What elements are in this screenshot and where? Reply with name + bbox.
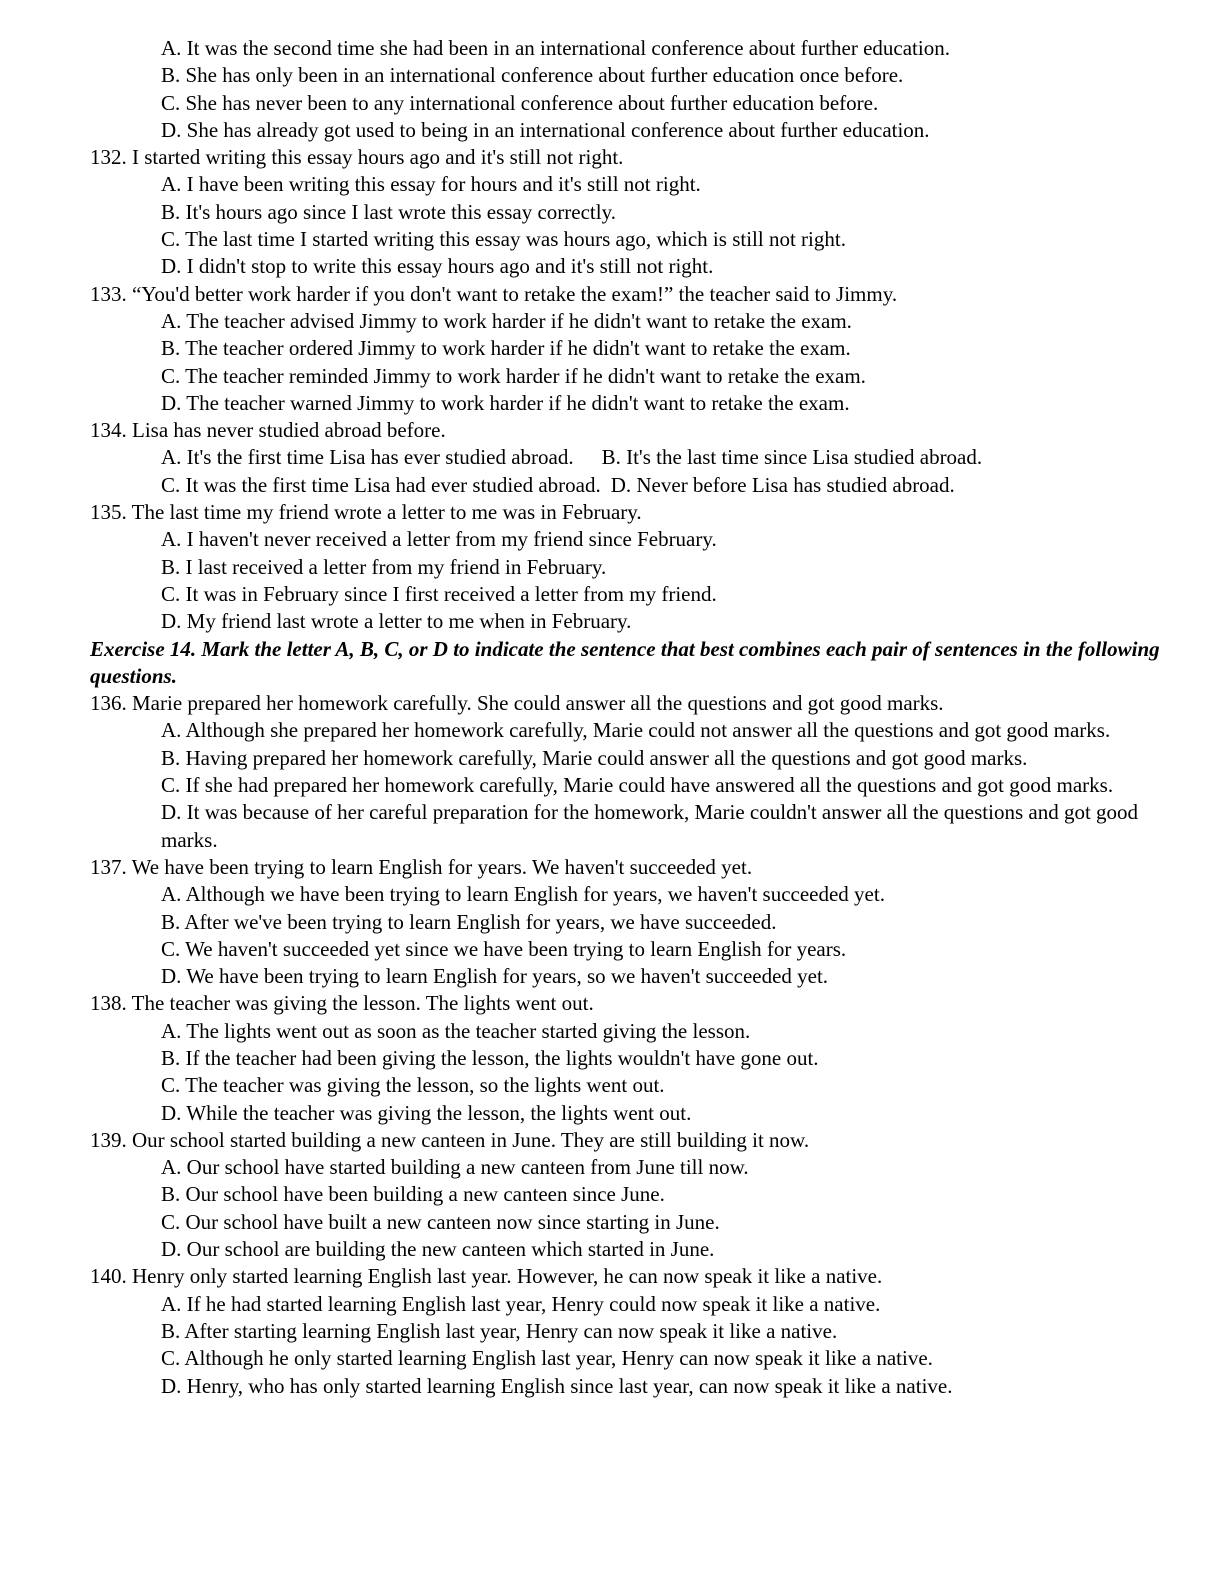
option-135-b: B. I last received a letter from my friend in February. <box>161 554 607 579</box>
question-135-stem: 135. The last time my friend wrote a letter to me was in February. <box>90 500 642 525</box>
option-133-b: B. The teacher ordered Jimmy to work harder if he didn't want to retake the exam. <box>161 336 851 361</box>
option-134-b: B. It's the last time since Lisa studied abroad. <box>601 445 983 470</box>
option-133-d: D. The teacher warned Jimmy to work harder if he didn't want to retake the exam. <box>161 390 850 415</box>
option-139-b: B. Our school have been building a new canteen since June. <box>161 1182 665 1207</box>
option-131-b: B. She has only been in an international conference about further education once before. <box>161 63 904 88</box>
option-139-d: D. Our school are building the new canteen which started in June. <box>161 1237 715 1262</box>
option-133-a: A. The teacher advised Jimmy to work harder if he didn't want to retake the exam. <box>161 308 852 333</box>
option-140-c: C. Although he only started learning English last year, Henry can now speak it like a native. <box>161 1346 933 1371</box>
option-136-a: A. Although she prepared her homework carefully, Marie could not answer all the questions and got good marks. <box>161 718 1111 743</box>
question-139 <box>90 1127 1190 1263</box>
option-134-d: D. Never before Lisa has studied abroad. <box>610 472 955 497</box>
question-133 <box>90 281 1190 417</box>
option-140-a: A. If he had started learning English last year, Henry could now speak it like a native. <box>161 1291 881 1316</box>
option-132-d: D. I didn't stop to write this essay hours ago and it's still not right. <box>161 254 714 279</box>
option-138-d: D. While the teacher was giving the lesson, the lights went out. <box>161 1100 692 1125</box>
option-136-d: D. It was because of her careful preparation for the homework, Marie couldn't answer all the questions and got good marks. <box>161 800 1139 852</box>
question-134 <box>90 417 1190 499</box>
option-131-c: C. She has never been to any international conference about further education before. <box>161 90 879 115</box>
question-133-stem: 133. “You'd better work harder if you don't want to retake the exam!” the teacher said to Jimmy. <box>90 281 898 306</box>
option-131-d: D. She has already got used to being in an international conference about further education. <box>161 117 930 142</box>
option-136-b: B. Having prepared her homework carefully, Marie could answer all the questions and got good marks. <box>161 745 1028 770</box>
question-136 <box>90 690 1190 854</box>
question-134-stem: 134. Lisa has never studied abroad before. <box>90 418 446 443</box>
option-row-134-cd <box>90 472 1190 499</box>
question-132 <box>90 144 1190 280</box>
option-138-c: C. The teacher was giving the lesson, so the lights went out. <box>161 1073 665 1098</box>
option-138-b: B. If the teacher had been giving the lesson, the lights wouldn't have gone out. <box>161 1045 819 1070</box>
option-134-a: A. It's the first time Lisa has ever studied abroad. <box>161 445 574 470</box>
option-132-b: B. It's hours ago since I last wrote this essay correctly. <box>161 199 616 224</box>
option-row-134-ab <box>90 444 1190 471</box>
option-132-c: C. The last time I started writing this essay was hours ago, which is still not right. <box>161 227 846 252</box>
question-138-stem: 138. The teacher was giving the lesson. The lights went out. <box>90 991 594 1016</box>
question-137 <box>90 854 1190 990</box>
option-138-a: A. The lights went out as soon as the teacher started giving the lesson. <box>161 1018 751 1043</box>
option-135-d: D. My friend last wrote a letter to me when in February. <box>161 609 632 634</box>
question-137-stem: 137. We have been trying to learn English for years. We haven't succeeded yet. <box>90 854 753 879</box>
option-133-c: C. The teacher reminded Jimmy to work harder if he didn't want to retake the exam. <box>161 363 866 388</box>
question-132-stem: 132. I started writing this essay hours ago and it's still not right. <box>90 145 624 170</box>
exercise-14-heading: Exercise 14. Mark the letter A, B, C, or D to indicate the sentence that best combines each pair of sentences in the following questions. <box>90 636 1160 688</box>
question-136-stem: 136. Marie prepared her homework carefully. She could answer all the questions and got good marks. <box>90 691 944 716</box>
option-140-d: D. Henry, who has only started learning English since last year, can now speak it like a native. <box>161 1373 953 1398</box>
question-139-stem: 139. Our school started building a new canteen in June. They are still building it now. <box>90 1127 810 1152</box>
document-page <box>90 35 1190 1400</box>
option-137-c: C. We haven't succeeded yet since we have been trying to learn English for years. <box>161 936 847 961</box>
option-137-d: D. We have been trying to learn English for years, so we haven't succeeded yet. <box>161 964 829 989</box>
option-134-c: C. It was the first time Lisa had ever studied abroad. <box>161 472 601 497</box>
question-138 <box>90 990 1190 1126</box>
option-136-c: C. If she had prepared her homework carefully, Marie could have answered all the questions and got good marks. <box>161 773 1114 798</box>
option-137-b: B. After we've been trying to learn English for years, we have succeeded. <box>161 909 777 934</box>
question-140-stem: 140. Henry only started learning English last year. However, he can now speak it like a native. <box>90 1264 883 1289</box>
option-131-a: A. It was the second time she had been in an international conference about further education. <box>161 36 950 60</box>
option-139-a: A. Our school have started building a new canteen from June till now. <box>161 1155 749 1180</box>
question-135 <box>90 499 1190 635</box>
question-131 <box>90 35 1190 144</box>
question-140 <box>90 1263 1190 1399</box>
option-140-b: B. After starting learning English last year, Henry can now speak it like a native. <box>161 1318 838 1343</box>
option-135-c: C. It was in February since I first received a letter from my friend. <box>161 581 717 606</box>
option-135-a: A. I haven't never received a letter from my friend since February. <box>161 527 717 552</box>
option-132-a: A. I have been writing this essay for hours and it's still not right. <box>161 172 701 197</box>
option-137-a: A. Although we have been trying to learn English for years, we haven't succeeded yet. <box>161 882 885 907</box>
option-139-c: C. Our school have built a new canteen now since starting in June. <box>161 1209 720 1234</box>
